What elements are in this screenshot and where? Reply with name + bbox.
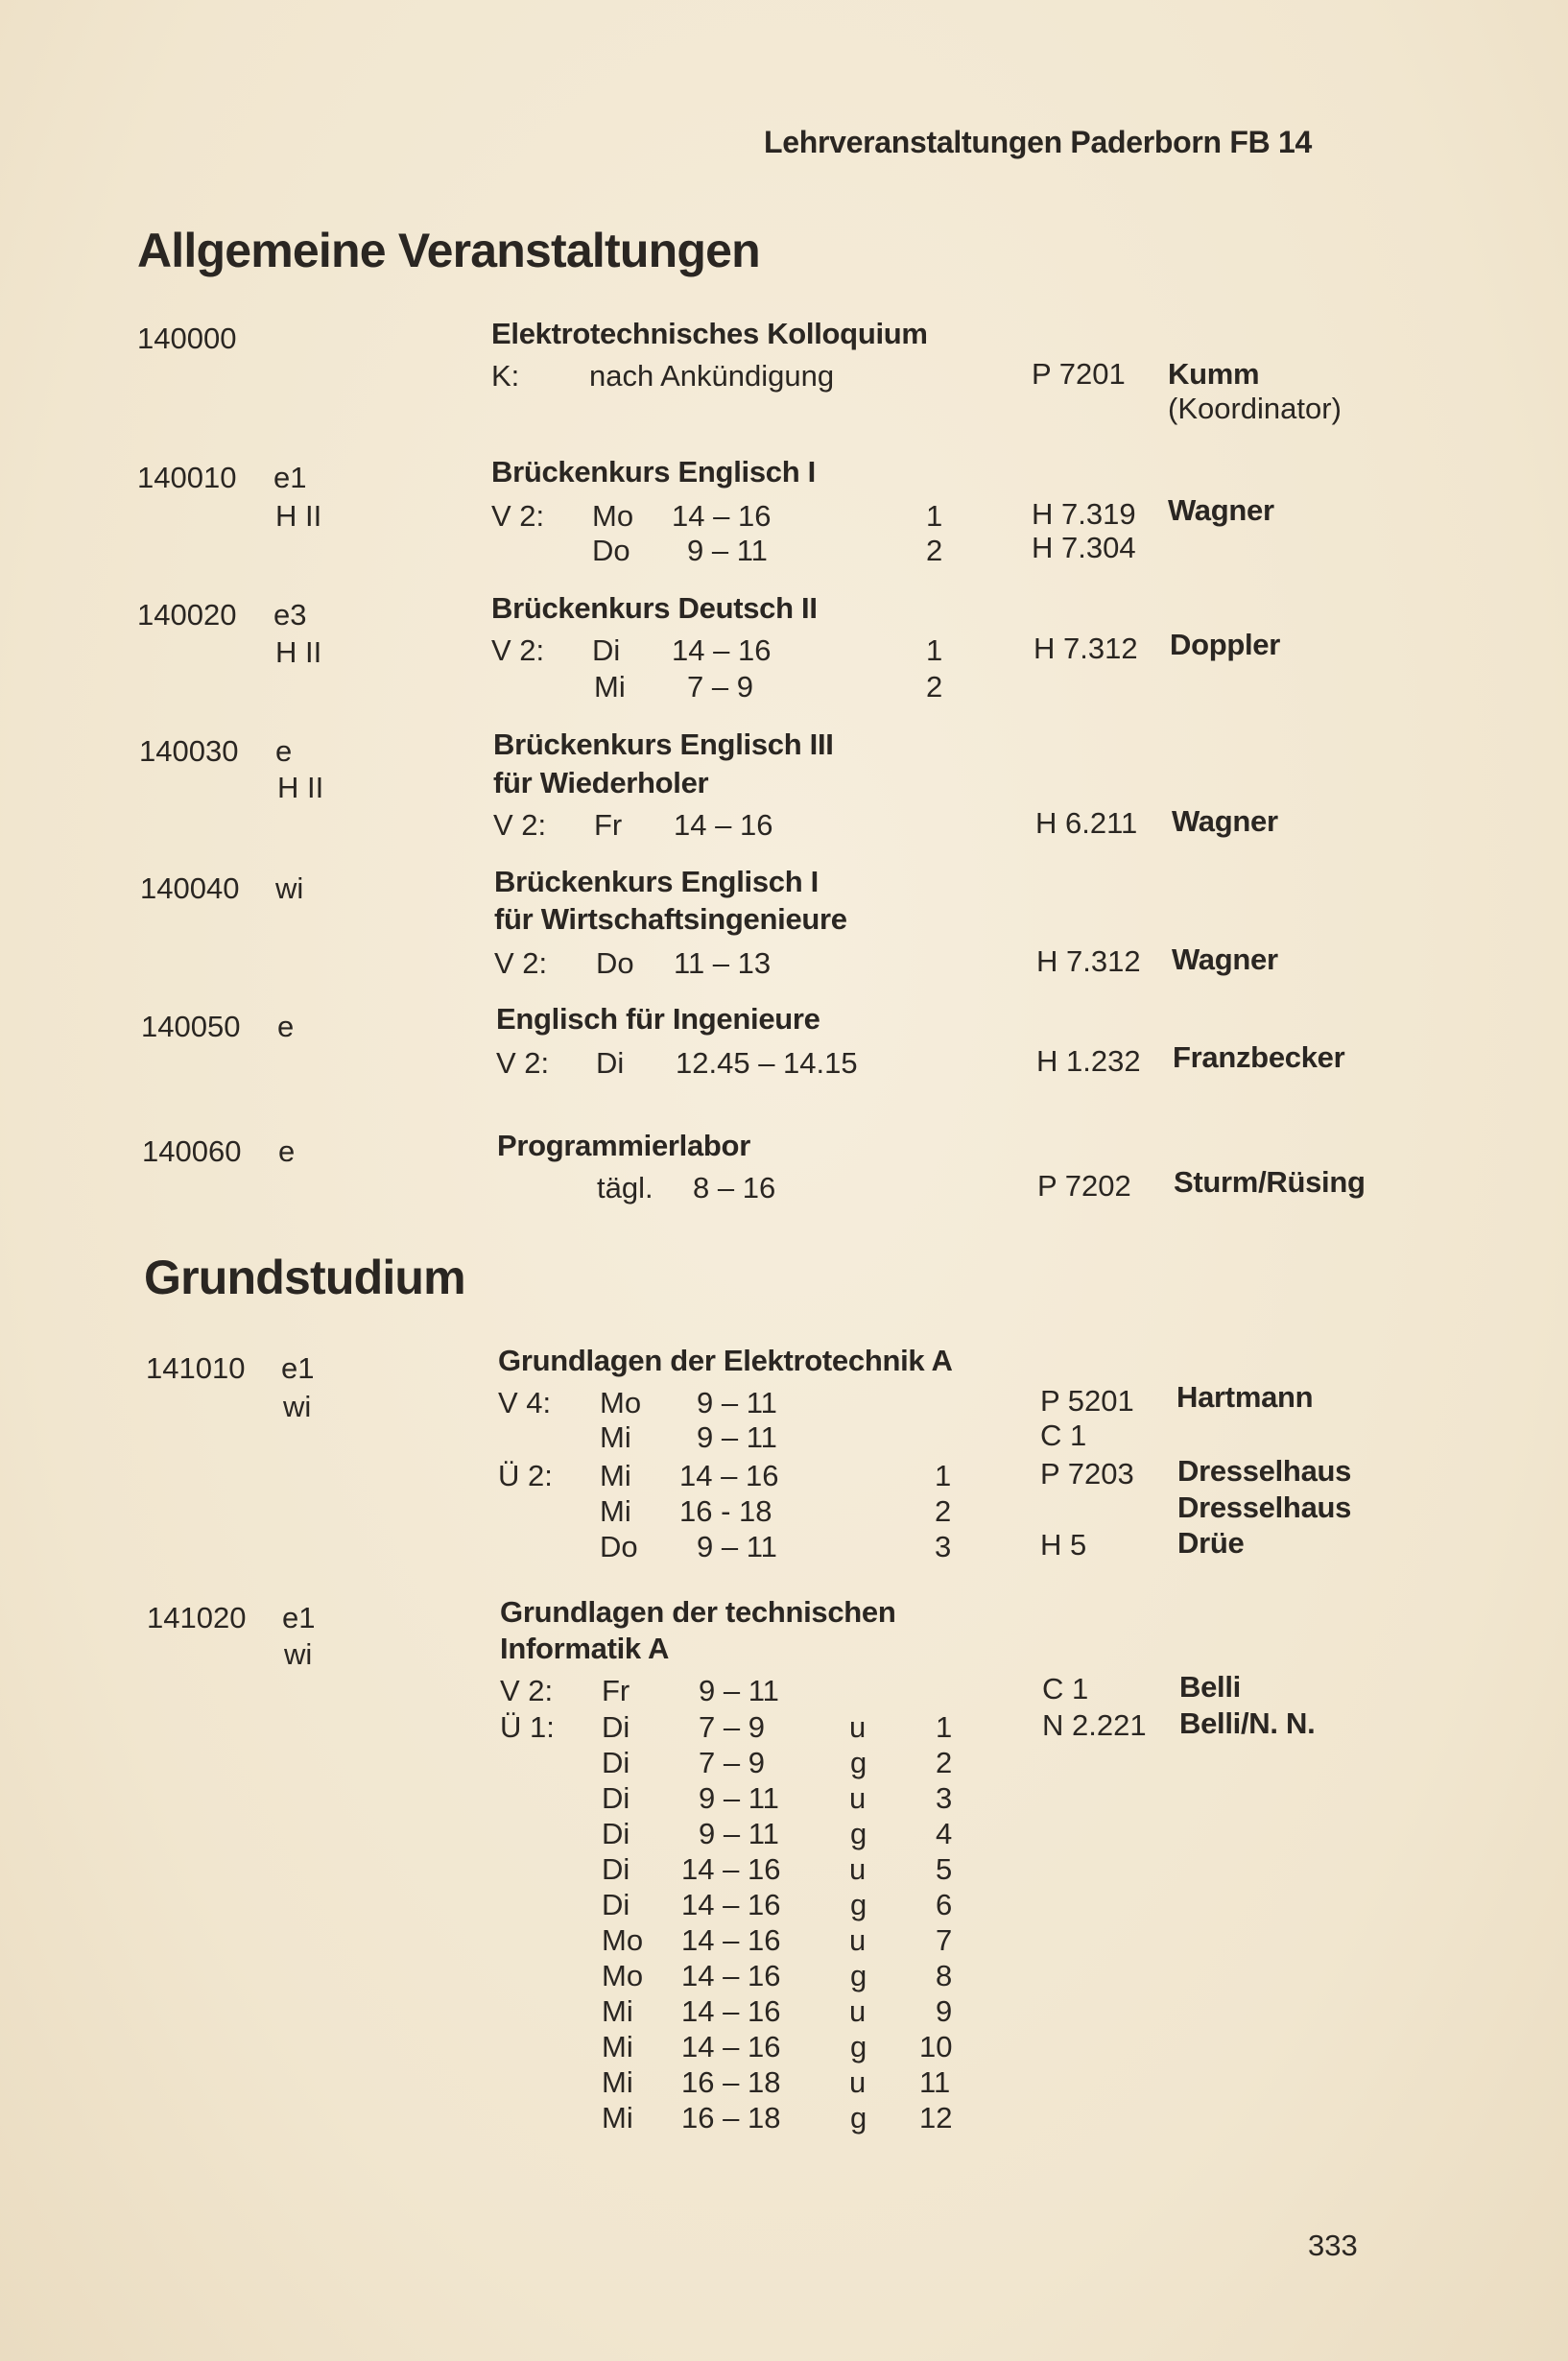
group-number: 4 xyxy=(936,1817,953,1850)
session-day: Mi xyxy=(602,2065,633,2099)
week-parity: u xyxy=(849,1781,867,1815)
course-code: e1 xyxy=(273,461,307,494)
session-time: 14 – 16 xyxy=(672,633,772,667)
lecturer-note: (Koordinator) xyxy=(1168,392,1342,425)
session-day: Do xyxy=(596,946,634,980)
session-day: Mi xyxy=(602,1994,633,2028)
course-code: H II xyxy=(277,771,324,804)
lecturer: Drüe xyxy=(1177,1526,1245,1560)
room: H 6.211 xyxy=(1035,806,1138,840)
course-title: Elektrotechnisches Kolloquium xyxy=(491,317,928,350)
course-code: wi xyxy=(283,1390,312,1423)
session-time: 14 – 16 xyxy=(672,499,772,533)
session-day: Di xyxy=(596,1046,625,1080)
page-number: 333 xyxy=(1308,2229,1358,2262)
course-number: 140060 xyxy=(142,1134,242,1168)
session-day: Do xyxy=(592,534,630,567)
session-time: 7 – 9 xyxy=(699,1746,765,1779)
session-day: tägl. xyxy=(597,1171,653,1204)
session-time: 14 – 16 xyxy=(681,1888,781,1921)
lecturer: Belli/N. N. xyxy=(1179,1706,1316,1740)
group-number: 10 xyxy=(919,2030,953,2063)
course-number: 140030 xyxy=(139,734,239,768)
group-number: 9 xyxy=(936,1994,953,2028)
course-title: für Wirtschaftsingenieure xyxy=(494,902,847,936)
session-day: Mo xyxy=(602,1923,644,1957)
lecturer: Franzbecker xyxy=(1173,1040,1345,1074)
lecturer: Wagner xyxy=(1172,942,1278,976)
group-number: 1 xyxy=(936,1710,953,1744)
session-day: Di xyxy=(602,1781,630,1815)
session-day: Mi xyxy=(602,2030,633,2063)
session-time: 9 – 11 xyxy=(697,1420,777,1454)
course-number: 140000 xyxy=(137,322,237,355)
group-number: 1 xyxy=(926,499,943,533)
lecturer: Dresselhaus xyxy=(1177,1491,1352,1524)
course-title: Programmierlabor xyxy=(497,1129,750,1162)
week-parity: g xyxy=(850,2101,867,2134)
room: P 7203 xyxy=(1040,1457,1134,1491)
group-number: 12 xyxy=(919,2101,953,2134)
session-day: Mi xyxy=(602,2101,633,2134)
session-type: Ü 1: xyxy=(500,1710,555,1744)
session-time: nach Ankündigung xyxy=(589,359,835,393)
section-title: Allgemeine Veranstaltungen xyxy=(137,224,760,277)
session-time: 9 – 11 xyxy=(687,534,768,567)
session-day: Fr xyxy=(594,808,623,842)
lecturer: Doppler xyxy=(1170,628,1281,661)
course-number: 140020 xyxy=(137,598,237,632)
session-time: 8 – 16 xyxy=(693,1171,776,1204)
course-number: 140010 xyxy=(137,461,237,494)
lecturer: Sturm/Rüsing xyxy=(1174,1165,1366,1199)
week-parity: g xyxy=(850,1959,867,1992)
session-type: V 2: xyxy=(496,1046,550,1080)
session-type: V 2: xyxy=(491,499,545,533)
week-parity: u xyxy=(849,1710,867,1744)
session-time: 11 – 13 xyxy=(674,946,772,980)
week-parity: g xyxy=(850,1888,867,1921)
course-title: Brückenkurs Englisch I xyxy=(491,455,816,489)
room: P 7202 xyxy=(1037,1169,1131,1203)
lecturer: Hartmann xyxy=(1176,1380,1314,1414)
room: H 7.319 xyxy=(1032,497,1136,531)
room: H 7.312 xyxy=(1036,944,1141,978)
lecturer: Belli xyxy=(1179,1670,1241,1704)
session-type: K: xyxy=(491,359,520,393)
room: C 1 xyxy=(1042,1672,1089,1705)
session-time: 14 – 16 xyxy=(681,1994,781,2028)
session-day: Mi xyxy=(594,670,626,704)
course-number: 141020 xyxy=(147,1601,247,1634)
session-time: 9 – 11 xyxy=(699,1817,779,1850)
course-number: 141010 xyxy=(146,1351,246,1385)
session-time: 16 – 18 xyxy=(681,2101,781,2134)
week-parity: g xyxy=(850,1817,867,1850)
session-day: Mi xyxy=(600,1494,631,1528)
course-title: Brückenkurs Englisch I xyxy=(494,865,819,898)
course-code: e1 xyxy=(282,1601,316,1634)
course-title: Englisch für Ingenieure xyxy=(496,1002,820,1036)
course-number: 140050 xyxy=(141,1010,241,1043)
course-code: H II xyxy=(275,635,322,669)
group-number: 2 xyxy=(935,1494,952,1528)
section-title: Grundstudium xyxy=(144,1251,465,1304)
session-day: Mo xyxy=(600,1386,642,1419)
course-title: Informatik A xyxy=(500,1632,670,1665)
session-time: 16 - 18 xyxy=(679,1494,772,1528)
course-title: für Wiederholer xyxy=(493,766,709,799)
session-day: Di xyxy=(602,1888,630,1921)
session-time: 7 – 9 xyxy=(699,1710,765,1744)
session-time: 14 – 16 xyxy=(679,1459,779,1492)
course-code: H II xyxy=(275,499,322,533)
week-parity: g xyxy=(850,1746,867,1779)
group-number: 3 xyxy=(935,1530,952,1563)
session-time: 14 – 16 xyxy=(681,1923,781,1957)
session-time: 14 – 16 xyxy=(681,1959,781,1992)
course-code: e1 xyxy=(281,1351,315,1385)
session-day: Di xyxy=(592,633,621,667)
lecturer: Wagner xyxy=(1168,493,1274,527)
session-time: 14 – 16 xyxy=(681,2030,781,2063)
group-number: 2 xyxy=(926,670,943,704)
session-day: Fr xyxy=(602,1674,630,1707)
room: H 7.304 xyxy=(1032,531,1136,564)
lecturer: Dresselhaus xyxy=(1177,1454,1352,1488)
session-time: 14 – 16 xyxy=(681,1852,781,1886)
group-number: 5 xyxy=(936,1852,953,1886)
week-parity: u xyxy=(849,2065,867,2099)
session-time: 9 – 11 xyxy=(697,1386,777,1419)
session-type: V 4: xyxy=(498,1386,552,1419)
session-day: Mi xyxy=(600,1420,631,1454)
group-number: 11 xyxy=(919,2065,951,2099)
session-day: Do xyxy=(600,1530,638,1563)
group-number: 1 xyxy=(926,633,943,667)
course-code: e3 xyxy=(273,598,307,632)
group-number: 6 xyxy=(936,1888,953,1921)
session-day: Di xyxy=(602,1746,630,1779)
session-day: Mo xyxy=(592,499,634,533)
course-title: Grundlagen der Elektrotechnik A xyxy=(498,1344,953,1377)
session-time: 9 – 11 xyxy=(699,1674,779,1707)
session-time: 16 – 18 xyxy=(681,2065,781,2099)
room: H 1.232 xyxy=(1036,1044,1141,1078)
course-title: Brückenkurs Englisch III xyxy=(493,727,834,761)
group-number: 8 xyxy=(936,1959,953,1992)
session-day: Di xyxy=(602,1852,630,1886)
course-code: wi xyxy=(275,871,304,905)
week-parity: u xyxy=(849,1994,867,2028)
group-number: 1 xyxy=(935,1459,952,1492)
room: H 5 xyxy=(1040,1528,1087,1562)
group-number: 2 xyxy=(936,1746,953,1779)
week-parity: u xyxy=(849,1923,867,1957)
session-time: 14 – 16 xyxy=(674,808,773,842)
lecturer: Wagner xyxy=(1172,804,1278,838)
course-title: Brückenkurs Deutsch II xyxy=(491,591,818,625)
week-parity: u xyxy=(849,1852,867,1886)
session-type: V 2: xyxy=(491,633,545,667)
room: C 1 xyxy=(1040,1419,1087,1452)
session-day: Di xyxy=(602,1710,630,1744)
session-time: 9 – 11 xyxy=(697,1530,777,1563)
course-code: e xyxy=(275,734,293,768)
session-type: V 2: xyxy=(494,946,548,980)
session-day: Mo xyxy=(602,1959,644,1992)
group-number: 3 xyxy=(936,1781,953,1815)
course-code: e xyxy=(277,1010,295,1043)
group-number: 2 xyxy=(926,534,943,567)
session-type: Ü 2: xyxy=(498,1459,553,1492)
course-number: 140040 xyxy=(140,871,240,905)
course-code: e xyxy=(278,1134,296,1168)
group-number: 7 xyxy=(936,1923,953,1957)
session-day: Di xyxy=(602,1817,630,1850)
course-code: wi xyxy=(284,1637,313,1671)
lecturer: Kumm xyxy=(1168,357,1260,391)
session-type: V 2: xyxy=(493,808,547,842)
room: P 7201 xyxy=(1032,357,1126,391)
session-time: 12.45 – 14.15 xyxy=(676,1046,858,1080)
week-parity: g xyxy=(850,2030,867,2063)
session-type: V 2: xyxy=(500,1674,554,1707)
session-time: 9 – 11 xyxy=(699,1781,779,1815)
session-day: Mi xyxy=(600,1459,631,1492)
running-header: Lehrveranstaltungen Paderborn FB 14 xyxy=(764,125,1312,159)
session-time: 7 – 9 xyxy=(687,670,753,704)
room: H 7.312 xyxy=(1033,632,1138,665)
room: P 5201 xyxy=(1040,1384,1134,1418)
course-title: Grundlagen der technischen xyxy=(500,1595,896,1629)
room: N 2.221 xyxy=(1042,1708,1147,1742)
